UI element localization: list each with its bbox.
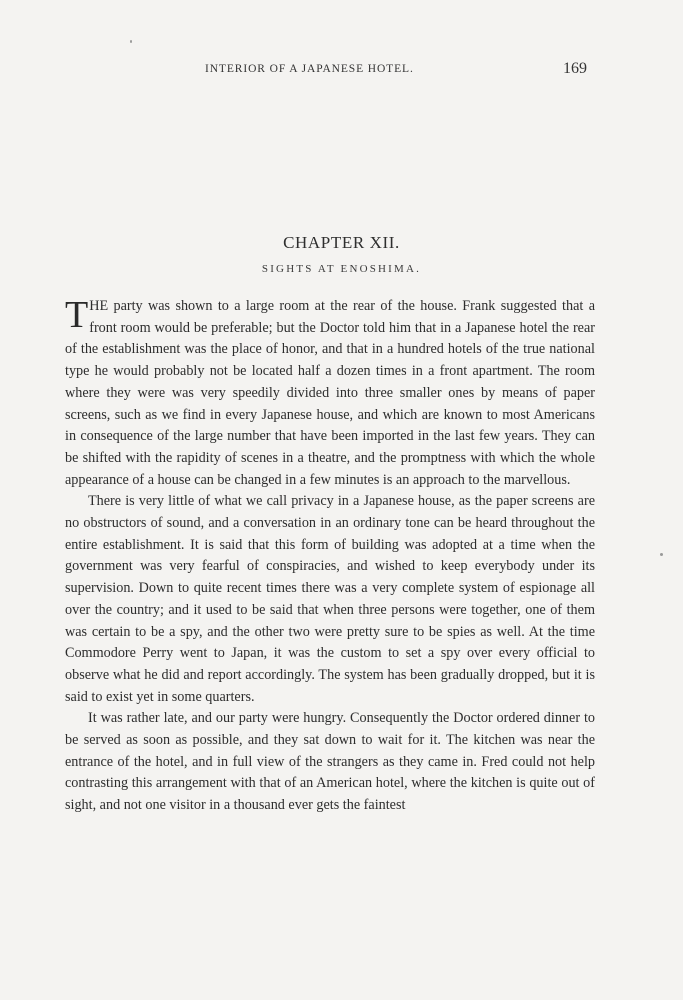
running-head-title: INTERIOR OF A JAPANESE HOTEL. — [205, 63, 414, 75]
body-text — [65, 296, 595, 817]
paragraph-2: There is very little of what we call privacy in a Japanese house, as the paper screens are no obstructors of sound, and a conversation in an ordinary tone can be heard throughout the entire establishment. It is said that this form of building was adopted at a time when the government was very fearful of conspiracies, and wished to keep everybody under its supervision. Down to quite recent times there was a very complete system of espionage all over the country; and it used to be said that when three persons were together, one of them was certain to be a spy, and the other two were pretty sure to be spies as well. At the time Commodore Perry went to Japan, it was the custom to set a spy over every official to observe what he did and report accordingly. The system has been gradually dropped, but it is said to exist yet in some quarters. — [65, 493, 595, 705]
scan-speck — [660, 553, 663, 556]
chapter-subtitle: SIGHTS AT ENOSHIMA. — [261, 263, 422, 275]
scan-speck — [130, 40, 132, 43]
chapter-title: CHAPTER XII. — [283, 233, 400, 252]
page-number: 169 — [563, 60, 587, 77]
paragraph-3: It was rather late, and our party were hungry. Consequently the Doctor ordered dinner to be served as soon as possible, and they sat down to wait for it. The kitchen was near the entrance of the hotel, and in full view of the strangers as they came in. Fred could not help contrasting this arrangement with that of an American hotel, where the kitchen is quite out of sight, and not one visitor in a thousand ever gets the faintest — [65, 710, 595, 814]
paragraph-1-text: HE party was shown to a large room at the rear of the house. Frank suggested that a front room would be preferable; but the Doctor told him that in a Japanese hotel the rear of the establishment was the place of honor, and that in a hundred hotels of the true national type he would probably not be located half a dozen times in a front apartment. The room where they were was very speedily divided into three smaller ones by means of paper screens, such as we find in every Japanese house, and which are known to most Americans in consequence of the large number that have been imported in the last few years. They can be shifted with the rapidity of scenes in a theatre, and the promptness with which the whole appearance of a house can be changed in a few minutes is an approach to the marvellous. — [65, 298, 595, 488]
drop-cap: T — [65, 294, 89, 336]
paragraph-1 — [65, 296, 595, 491]
